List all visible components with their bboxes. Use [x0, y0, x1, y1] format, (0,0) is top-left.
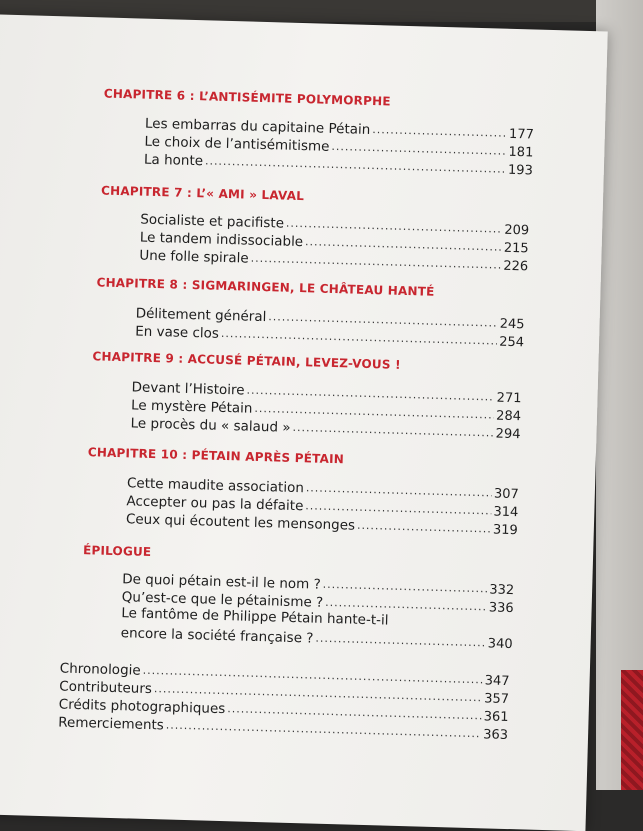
chapter-7-heading: CHAPITRE 7 : L’« AMI » LAVAL: [100, 183, 305, 204]
entry-page: 226: [503, 258, 529, 275]
leader-dots: [315, 632, 486, 650]
chapter-8-heading: CHAPITRE 8 : SIGMARINGEN, LE CHÂTEAU HANTÉ: [96, 275, 435, 299]
entry-page: 340: [487, 636, 513, 653]
entry-page: 357: [484, 691, 510, 708]
entry-title: Cette maudite association: [126, 475, 305, 497]
chapter-9-heading: CHAPITRE 9 : ACCUSÉ PÉTAIN, LEVEZ-VOUS !: [92, 349, 401, 372]
toc-page: [0, 14, 608, 831]
entry-title: En vase clos: [134, 323, 220, 342]
entry-page: 332: [489, 582, 515, 599]
entry-title: Les embarras du capitaine Pétain: [144, 115, 371, 138]
entry-page: 361: [483, 709, 509, 726]
entry-page: 284: [495, 408, 522, 425]
entry-title: Une folle spirale: [139, 247, 249, 267]
entry-page: 181: [508, 144, 534, 161]
leader-dots: [372, 123, 507, 140]
entry-title: Le mystère Pétain: [130, 397, 253, 417]
chapter-10-heading: CHAPITRE 10 : PÉTAIN APRÈS PÉTAIN: [87, 445, 345, 467]
entry-title: Remerciements: [58, 714, 165, 734]
leader-dots: [250, 252, 501, 272]
entry-title: Chronologie: [59, 660, 141, 679]
chapter-6-heading: CHAPITRE 6 : L’ANTISÉMITE POLYMORPHE: [103, 86, 391, 109]
entry-page: 215: [503, 240, 529, 257]
entry-page: 254: [499, 334, 525, 351]
leader-dots: [205, 154, 506, 175]
leader-dots: [292, 421, 493, 440]
entry-title: Ceux qui écoutent les mensonges: [125, 511, 356, 534]
entry-page: 245: [499, 316, 525, 333]
epilogue-heading: ÉPILOGUE: [82, 543, 152, 559]
entry-page: 294: [495, 426, 521, 443]
leader-dots: [221, 327, 498, 348]
entry-title: Accepter ou pas la défaite: [126, 493, 304, 515]
entry-title: Le procès du « salaud »: [130, 415, 291, 436]
entry-title-line1: Le fantôme de Philippe Pétain hante-t-il: [121, 605, 389, 629]
entry-title-line2: encore la société française ?: [120, 625, 314, 647]
entry-page: 193: [507, 162, 534, 179]
entry-page: 177: [508, 126, 535, 143]
toc-entry: [121, 623, 513, 652]
entry-page: 363: [483, 727, 509, 744]
entry-page: 271: [496, 390, 522, 407]
red-object-corner: [621, 670, 643, 790]
entry-page: 209: [504, 222, 530, 239]
entry-page: 307: [493, 486, 519, 503]
leader-dots: [357, 519, 491, 536]
entry-page: 336: [488, 600, 514, 617]
entry-page: 347: [484, 673, 510, 690]
entry-title: Contributeurs: [59, 678, 153, 698]
entry-page: 319: [492, 522, 518, 539]
entry-title: Délitement général: [135, 305, 267, 326]
entry-title: Socialiste et pacifiste: [140, 211, 285, 232]
entry-page: 314: [493, 504, 519, 521]
entry-title: Devant l’Histoire: [131, 379, 245, 399]
entry-title: La honte: [143, 151, 204, 170]
entry-title: Le tandem indissociable: [139, 229, 304, 251]
entry-title: Le choix de l’antisémitisme: [144, 133, 330, 155]
entry-title: Crédits photographiques: [58, 696, 226, 718]
entry-title: De quoi pétain est-il le nom ?: [122, 571, 321, 593]
entry-title: Qu’est-ce que le pétainisme ?: [121, 589, 324, 611]
